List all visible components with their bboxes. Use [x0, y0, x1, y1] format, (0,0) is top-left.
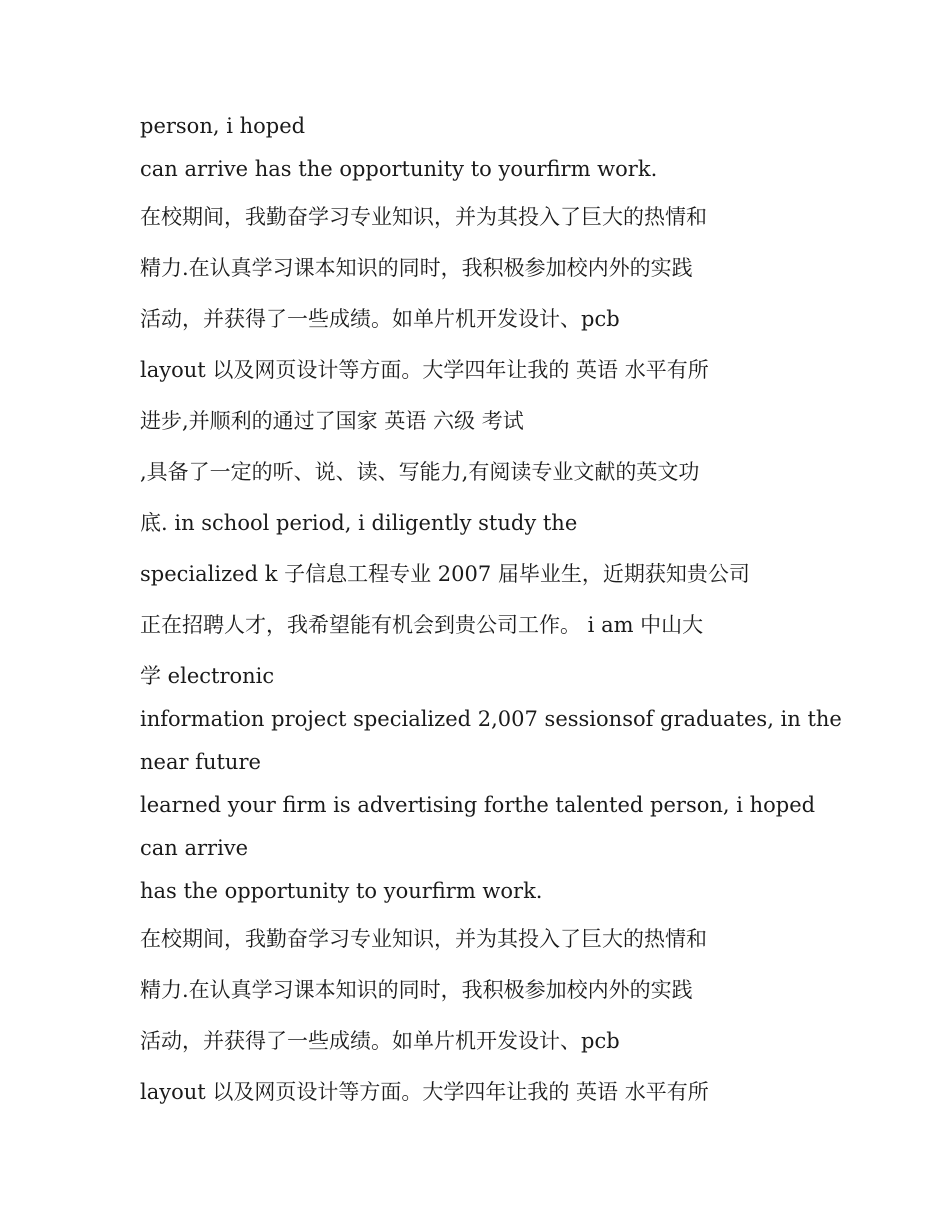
text-line: layout 以及网页设计等方面。大学四年让我的 英语 水平有所 — [140, 1080, 709, 1104]
text-line: 活动，并获得了一些成绩。如单片机开发设计、pcb — [140, 1029, 620, 1053]
text-line: 底. in school period, i diligently study the — [140, 511, 578, 535]
text-line: 在校期间，我勤奋学习专业知识，并为其投入了巨大的热情和 — [140, 927, 707, 951]
text-line: 在校期间，我勤奋学习专业知识，并为其投入了巨大的热情和 — [140, 205, 707, 229]
text-line: person, i hoped — [140, 114, 306, 138]
text-line: information project specialized 2,007 sessionsof graduates, in the — [140, 707, 842, 731]
text-line: can arrive — [140, 836, 249, 860]
text-line: 活动，并获得了一些成绩。如单片机开发设计、pcb — [140, 307, 620, 331]
text-line: near future — [140, 750, 261, 774]
text-line: has the opportunity to yourfirm work. — [140, 879, 543, 903]
text-line: 进步,并顺利的通过了国家 英语 六级 考试 — [140, 409, 524, 433]
text-line: 正在招聘人才，我希望能有机会到贵公司工作。 i am 中山大 — [140, 613, 704, 637]
text-line: 学 electronic — [140, 664, 275, 688]
text-line: 精力.在认真学习课本知识的同时，我积极参加校内外的实践 — [140, 256, 693, 280]
text-line: 精力.在认真学习课本知识的同时，我积极参加校内外的实践 — [140, 978, 693, 1002]
text-line: layout 以及网页设计等方面。大学四年让我的 英语 水平有所 — [140, 358, 709, 382]
text-line: learned your firm is advertising forthe talented person, i hoped — [140, 793, 816, 817]
text-line: can arrive has the opportunity to yourfirm work. — [140, 157, 658, 181]
text-line: ,具备了一定的听、说、读、写能力,有阅读专业文献的英文功 — [140, 460, 700, 484]
text-line: specialized k 子信息工程专业 2007 届毕业生，近期获知贵公司 — [140, 562, 750, 586]
